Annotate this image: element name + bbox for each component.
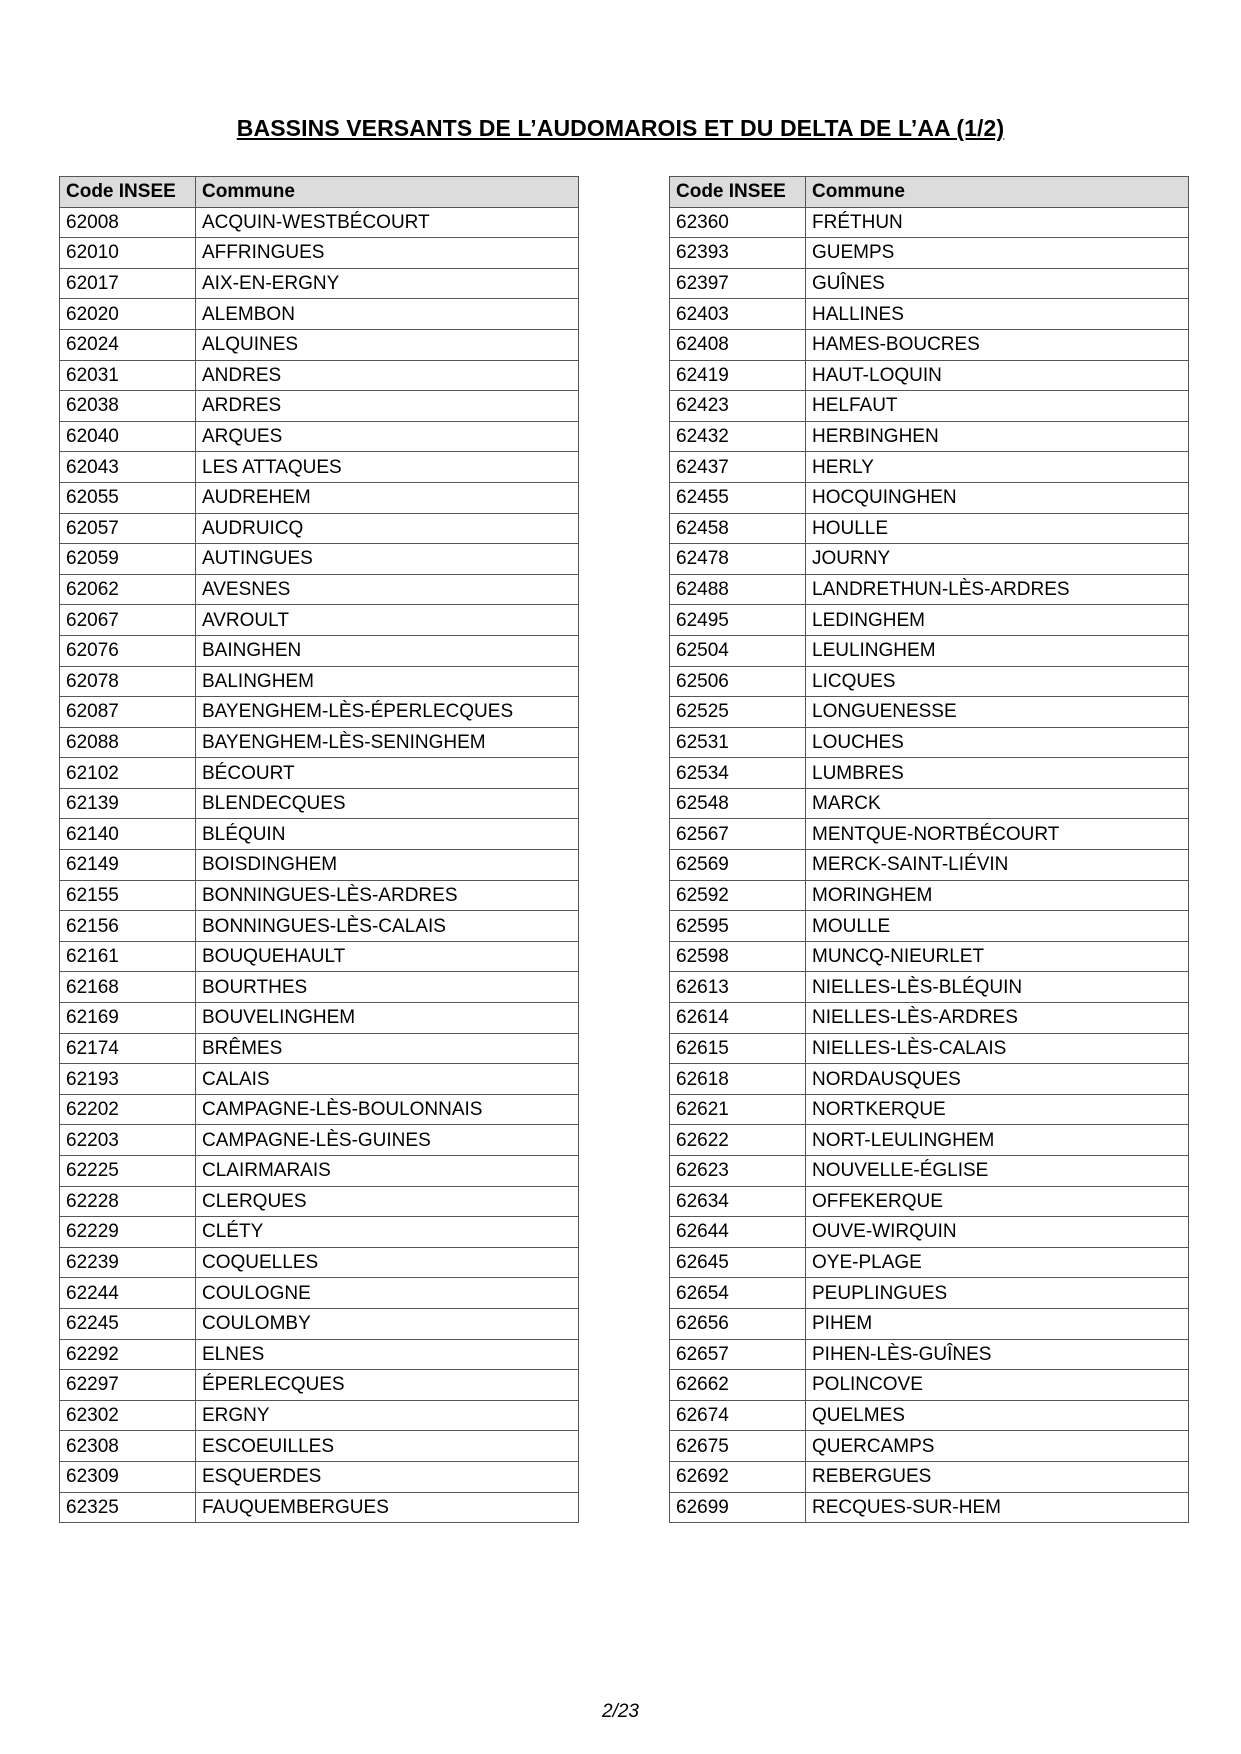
commune-cell: FRÉTHUN xyxy=(806,207,1189,238)
table-row xyxy=(670,1278,1189,1309)
table-row xyxy=(60,697,579,728)
code-insee-cell: 62488 xyxy=(670,574,806,605)
commune-cell: COULOGNE xyxy=(196,1278,579,1309)
code-insee-cell: 62622 xyxy=(670,1125,806,1156)
column-header-code: Code INSEE xyxy=(670,177,806,208)
table-row xyxy=(60,850,579,881)
commune-cell: BLÉQUIN xyxy=(196,819,579,850)
table-row xyxy=(60,1247,579,1278)
code-insee-cell: 62020 xyxy=(60,299,196,330)
commune-cell: COQUELLES xyxy=(196,1247,579,1278)
code-insee-cell: 62139 xyxy=(60,788,196,819)
code-insee-cell: 62548 xyxy=(670,788,806,819)
code-insee-cell: 62325 xyxy=(60,1492,196,1523)
commune-cell: NORTKERQUE xyxy=(806,1094,1189,1125)
commune-cell: HELFAUT xyxy=(806,391,1189,422)
code-insee-cell: 62657 xyxy=(670,1339,806,1370)
commune-table-right xyxy=(669,176,1189,1523)
code-insee-cell: 62403 xyxy=(670,299,806,330)
code-insee-cell: 62225 xyxy=(60,1156,196,1187)
table-row xyxy=(60,268,579,299)
table-row xyxy=(60,329,579,360)
commune-cell: ERGNY xyxy=(196,1400,579,1431)
code-insee-cell: 62067 xyxy=(60,605,196,636)
commune-cell: HOULLE xyxy=(806,513,1189,544)
table-row xyxy=(60,1125,579,1156)
table-row xyxy=(60,238,579,269)
commune-cell: RECQUES-SUR-HEM xyxy=(806,1492,1189,1523)
code-insee-cell: 62155 xyxy=(60,880,196,911)
commune-cell: BAYENGHEM-LÈS-SENINGHEM xyxy=(196,727,579,758)
table-row xyxy=(670,1461,1189,1492)
table-row xyxy=(60,1492,579,1523)
table-row xyxy=(670,452,1189,483)
table-row xyxy=(670,880,1189,911)
table-row xyxy=(60,911,579,942)
code-insee-cell: 62031 xyxy=(60,360,196,391)
table-row xyxy=(670,1217,1189,1248)
table-row xyxy=(60,1064,579,1095)
commune-cell: GUÎNES xyxy=(806,268,1189,299)
column-header-code: Code INSEE xyxy=(60,177,196,208)
commune-cell: COULOMBY xyxy=(196,1308,579,1339)
code-insee-cell: 62595 xyxy=(670,911,806,942)
commune-cell: MENTQUE-NORTBÉCOURT xyxy=(806,819,1189,850)
code-insee-cell: 62193 xyxy=(60,1064,196,1095)
commune-cell: CLERQUES xyxy=(196,1186,579,1217)
code-insee-cell: 62592 xyxy=(670,880,806,911)
table-row xyxy=(670,1431,1189,1462)
table-row xyxy=(670,421,1189,452)
code-insee-cell: 62614 xyxy=(670,1003,806,1034)
code-insee-cell: 62308 xyxy=(60,1431,196,1462)
table-row xyxy=(670,574,1189,605)
commune-cell: MERCK-SAINT-LIÉVIN xyxy=(806,850,1189,881)
table-row xyxy=(670,268,1189,299)
code-insee-cell: 62360 xyxy=(670,207,806,238)
code-insee-cell: 62169 xyxy=(60,1003,196,1034)
commune-cell: LONGUENESSE xyxy=(806,697,1189,728)
code-insee-cell: 62644 xyxy=(670,1217,806,1248)
commune-cell: OFFEKERQUE xyxy=(806,1186,1189,1217)
table-row xyxy=(670,850,1189,881)
code-insee-cell: 62161 xyxy=(60,941,196,972)
table-row xyxy=(60,1003,579,1034)
code-insee-cell: 62654 xyxy=(670,1278,806,1309)
commune-cell: LANDRETHUN-LÈS-ARDRES xyxy=(806,574,1189,605)
commune-table-left xyxy=(59,176,579,1523)
commune-cell: AUTINGUES xyxy=(196,544,579,575)
code-insee-cell: 62309 xyxy=(60,1461,196,1492)
commune-cell: ELNES xyxy=(196,1339,579,1370)
table-row xyxy=(670,1400,1189,1431)
commune-cell: NIELLES-LÈS-BLÉQUIN xyxy=(806,972,1189,1003)
code-insee-cell: 62228 xyxy=(60,1186,196,1217)
commune-cell: OUVE-WIRQUIN xyxy=(806,1217,1189,1248)
commune-cell: AFFRINGUES xyxy=(196,238,579,269)
table-row xyxy=(670,1064,1189,1095)
code-insee-cell: 62078 xyxy=(60,666,196,697)
table-row xyxy=(60,574,579,605)
code-insee-cell: 62245 xyxy=(60,1308,196,1339)
code-insee-cell: 62057 xyxy=(60,513,196,544)
commune-cell: LEULINGHEM xyxy=(806,635,1189,666)
code-insee-cell: 62102 xyxy=(60,758,196,789)
commune-cell: BONNINGUES-LÈS-ARDRES xyxy=(196,880,579,911)
commune-cell: BOISDINGHEM xyxy=(196,850,579,881)
code-insee-cell: 62292 xyxy=(60,1339,196,1370)
table-row xyxy=(670,1339,1189,1370)
code-insee-cell: 62458 xyxy=(670,513,806,544)
table-header-row xyxy=(670,177,1189,208)
commune-cell: BLENDECQUES xyxy=(196,788,579,819)
commune-cell: AUDREHEM xyxy=(196,482,579,513)
commune-cell: CAMPAGNE-LÈS-BOULONNAIS xyxy=(196,1094,579,1125)
table-row xyxy=(670,238,1189,269)
commune-cell: OYE-PLAGE xyxy=(806,1247,1189,1278)
table-row xyxy=(60,299,579,330)
table-row xyxy=(60,666,579,697)
code-insee-cell: 62087 xyxy=(60,697,196,728)
commune-cell: ALEMBON xyxy=(196,299,579,330)
table-row xyxy=(60,1278,579,1309)
code-insee-cell: 62239 xyxy=(60,1247,196,1278)
commune-cell: AVESNES xyxy=(196,574,579,605)
commune-cell: NORDAUSQUES xyxy=(806,1064,1189,1095)
table-row xyxy=(670,482,1189,513)
commune-cell: BRÊMES xyxy=(196,1033,579,1064)
code-insee-cell: 62623 xyxy=(670,1156,806,1187)
commune-cell: BAINGHEN xyxy=(196,635,579,666)
commune-cell: ACQUIN-WESTBÉCOURT xyxy=(196,207,579,238)
commune-cell: PIHEM xyxy=(806,1308,1189,1339)
table-row xyxy=(60,207,579,238)
table-row xyxy=(670,911,1189,942)
code-insee-cell: 62229 xyxy=(60,1217,196,1248)
commune-cell: AUDRUICQ xyxy=(196,513,579,544)
table-row xyxy=(670,819,1189,850)
commune-cell: ESCOEUILLES xyxy=(196,1431,579,1462)
table-row xyxy=(670,1156,1189,1187)
table-row xyxy=(60,360,579,391)
table-row xyxy=(60,1370,579,1401)
commune-cell: LUMBRES xyxy=(806,758,1189,789)
code-insee-cell: 62674 xyxy=(670,1400,806,1431)
table-row xyxy=(60,788,579,819)
table-row xyxy=(670,1492,1189,1523)
commune-cell: CAMPAGNE-LÈS-GUINES xyxy=(196,1125,579,1156)
column-header-commune: Commune xyxy=(806,177,1189,208)
table-row xyxy=(670,666,1189,697)
table-row xyxy=(670,513,1189,544)
commune-cell: ARQUES xyxy=(196,421,579,452)
code-insee-cell: 62088 xyxy=(60,727,196,758)
code-insee-cell: 62156 xyxy=(60,911,196,942)
commune-cell: HALLINES xyxy=(806,299,1189,330)
table-row xyxy=(670,391,1189,422)
commune-cell: MOULLE xyxy=(806,911,1189,942)
table-row xyxy=(60,727,579,758)
table-row xyxy=(60,635,579,666)
page-number: 2/23 xyxy=(602,1701,639,1722)
code-insee-cell: 62525 xyxy=(670,697,806,728)
commune-cell: GUEMPS xyxy=(806,238,1189,269)
table-row xyxy=(60,1033,579,1064)
commune-cell: JOURNY xyxy=(806,544,1189,575)
code-insee-cell: 62656 xyxy=(670,1308,806,1339)
commune-cell: BAYENGHEM-LÈS-ÉPERLECQUES xyxy=(196,697,579,728)
code-insee-cell: 62534 xyxy=(670,758,806,789)
code-insee-cell: 62504 xyxy=(670,635,806,666)
code-insee-cell: 62437 xyxy=(670,452,806,483)
code-insee-cell: 62495 xyxy=(670,605,806,636)
commune-cell: POLINCOVE xyxy=(806,1370,1189,1401)
code-insee-cell: 62040 xyxy=(60,421,196,452)
code-insee-cell: 62055 xyxy=(60,482,196,513)
commune-cell: NIELLES-LÈS-CALAIS xyxy=(806,1033,1189,1064)
table-row xyxy=(670,207,1189,238)
table-row xyxy=(670,758,1189,789)
code-insee-cell: 62455 xyxy=(670,482,806,513)
commune-cell: CLÉTY xyxy=(196,1217,579,1248)
commune-cell: BOUQUEHAULT xyxy=(196,941,579,972)
code-insee-cell: 62302 xyxy=(60,1400,196,1431)
code-insee-cell: 62202 xyxy=(60,1094,196,1125)
code-insee-cell: 62140 xyxy=(60,819,196,850)
table-row xyxy=(670,299,1189,330)
code-insee-cell: 62174 xyxy=(60,1033,196,1064)
code-insee-cell: 62662 xyxy=(670,1370,806,1401)
code-insee-cell: 62432 xyxy=(670,421,806,452)
code-insee-cell: 62506 xyxy=(670,666,806,697)
table-row xyxy=(60,1094,579,1125)
code-insee-cell: 62010 xyxy=(60,238,196,269)
table-row xyxy=(670,1186,1189,1217)
code-insee-cell: 62297 xyxy=(60,1370,196,1401)
code-insee-cell: 62393 xyxy=(670,238,806,269)
commune-cell: CLAIRMARAIS xyxy=(196,1156,579,1187)
table-row xyxy=(60,1186,579,1217)
table-row xyxy=(60,1461,579,1492)
code-insee-cell: 62598 xyxy=(670,941,806,972)
commune-cell: ANDRES xyxy=(196,360,579,391)
code-insee-cell: 62618 xyxy=(670,1064,806,1095)
code-insee-cell: 62675 xyxy=(670,1431,806,1462)
table-row xyxy=(670,1125,1189,1156)
commune-cell: BOURTHES xyxy=(196,972,579,1003)
code-insee-cell: 62621 xyxy=(670,1094,806,1125)
commune-cell: LES ATTAQUES xyxy=(196,452,579,483)
commune-cell: ARDRES xyxy=(196,391,579,422)
commune-cell: NOUVELLE-ÉGLISE xyxy=(806,1156,1189,1187)
table-header-row xyxy=(60,177,579,208)
table-row xyxy=(60,1308,579,1339)
commune-cell: BOUVELINGHEM xyxy=(196,1003,579,1034)
table-row xyxy=(670,941,1189,972)
commune-cell: BONNINGUES-LÈS-CALAIS xyxy=(196,911,579,942)
code-insee-cell: 62024 xyxy=(60,329,196,360)
commune-cell: CALAIS xyxy=(196,1064,579,1095)
table-row xyxy=(60,758,579,789)
table-row xyxy=(670,544,1189,575)
table-row xyxy=(670,697,1189,728)
code-insee-cell: 62531 xyxy=(670,727,806,758)
code-insee-cell: 62569 xyxy=(670,850,806,881)
table-row xyxy=(670,605,1189,636)
table-row xyxy=(60,819,579,850)
table-row xyxy=(60,941,579,972)
table-row xyxy=(60,605,579,636)
commune-cell: FAUQUEMBERGUES xyxy=(196,1492,579,1523)
code-insee-cell: 62397 xyxy=(670,268,806,299)
commune-cell: MUNCQ-NIEURLET xyxy=(806,941,1189,972)
commune-cell: HAMES-BOUCRES xyxy=(806,329,1189,360)
table-row xyxy=(670,1003,1189,1034)
code-insee-cell: 62059 xyxy=(60,544,196,575)
table-row xyxy=(60,1431,579,1462)
commune-cell: QUERCAMPS xyxy=(806,1431,1189,1462)
table-row xyxy=(670,727,1189,758)
code-insee-cell: 62062 xyxy=(60,574,196,605)
commune-cell: PEUPLINGUES xyxy=(806,1278,1189,1309)
table-row xyxy=(670,1033,1189,1064)
commune-cell: QUELMES xyxy=(806,1400,1189,1431)
code-insee-cell: 62149 xyxy=(60,850,196,881)
table-row xyxy=(670,788,1189,819)
code-insee-cell: 62615 xyxy=(670,1033,806,1064)
table-row xyxy=(60,972,579,1003)
code-insee-cell: 62567 xyxy=(670,819,806,850)
commune-cell: ALQUINES xyxy=(196,329,579,360)
commune-cell: AVROULT xyxy=(196,605,579,636)
code-insee-cell: 62076 xyxy=(60,635,196,666)
code-insee-cell: 62043 xyxy=(60,452,196,483)
code-insee-cell: 62419 xyxy=(670,360,806,391)
table-row xyxy=(60,1339,579,1370)
table-row xyxy=(60,1400,579,1431)
commune-cell: BALINGHEM xyxy=(196,666,579,697)
commune-cell: HAUT-LOQUIN xyxy=(806,360,1189,391)
commune-cell: LICQUES xyxy=(806,666,1189,697)
commune-cell: MORINGHEM xyxy=(806,880,1189,911)
commune-cell: BÉCOURT xyxy=(196,758,579,789)
code-insee-cell: 62168 xyxy=(60,972,196,1003)
commune-cell: LEDINGHEM xyxy=(806,605,1189,636)
table-row xyxy=(60,482,579,513)
code-insee-cell: 62017 xyxy=(60,268,196,299)
code-insee-cell: 62038 xyxy=(60,391,196,422)
column-header-commune: Commune xyxy=(196,177,579,208)
code-insee-cell: 62008 xyxy=(60,207,196,238)
table-row xyxy=(60,880,579,911)
table-row xyxy=(60,513,579,544)
commune-cell: MARCK xyxy=(806,788,1189,819)
table-row xyxy=(670,1308,1189,1339)
code-insee-cell: 62244 xyxy=(60,1278,196,1309)
commune-cell: HOCQUINGHEN xyxy=(806,482,1189,513)
commune-cell: ÉPERLECQUES xyxy=(196,1370,579,1401)
commune-cell: HERLY xyxy=(806,452,1189,483)
commune-cell: AIX-EN-ERGNY xyxy=(196,268,579,299)
table-row xyxy=(60,544,579,575)
table-row xyxy=(60,391,579,422)
commune-cell: NIELLES-LÈS-ARDRES xyxy=(806,1003,1189,1034)
code-insee-cell: 62203 xyxy=(60,1125,196,1156)
table-row xyxy=(670,635,1189,666)
code-insee-cell: 62423 xyxy=(670,391,806,422)
code-insee-cell: 62645 xyxy=(670,1247,806,1278)
table-row xyxy=(670,329,1189,360)
table-row xyxy=(670,1247,1189,1278)
table-row xyxy=(670,1094,1189,1125)
document-title: BASSINS VERSANTS DE L’AUDOMAROIS ET DU DELTA DE L’AA (1/2) xyxy=(236,115,1005,141)
commune-cell: REBERGUES xyxy=(806,1461,1189,1492)
table-row xyxy=(670,1370,1189,1401)
commune-cell: HERBINGHEN xyxy=(806,421,1189,452)
table-row xyxy=(60,452,579,483)
code-insee-cell: 62634 xyxy=(670,1186,806,1217)
code-insee-cell: 62478 xyxy=(670,544,806,575)
commune-cell: ESQUERDES xyxy=(196,1461,579,1492)
commune-cell: LOUCHES xyxy=(806,727,1189,758)
table-row xyxy=(670,360,1189,391)
commune-cell: NORT-LEULINGHEM xyxy=(806,1125,1189,1156)
table-row xyxy=(60,1217,579,1248)
commune-cell: PIHEN-LÈS-GUÎNES xyxy=(806,1339,1189,1370)
code-insee-cell: 62699 xyxy=(670,1492,806,1523)
table-row xyxy=(670,972,1189,1003)
table-row xyxy=(60,1156,579,1187)
table-row xyxy=(60,421,579,452)
code-insee-cell: 62613 xyxy=(670,972,806,1003)
code-insee-cell: 62408 xyxy=(670,329,806,360)
code-insee-cell: 62692 xyxy=(670,1461,806,1492)
